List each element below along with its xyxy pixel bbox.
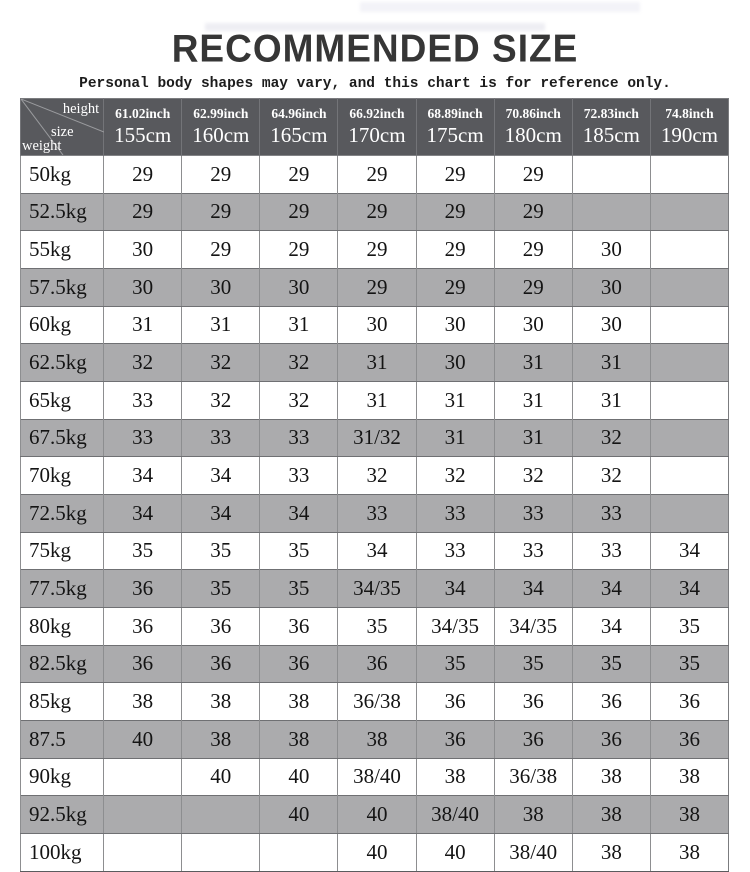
size-cell: 34 (104, 457, 182, 495)
size-cell: 36 (104, 570, 182, 608)
table-row (21, 570, 729, 608)
size-cell: 40 (260, 758, 338, 796)
size-cell: 32 (416, 457, 494, 495)
size-cell: 30 (572, 306, 650, 344)
table-row (21, 720, 729, 758)
size-cell: 30 (494, 306, 572, 344)
size-cell: 29 (104, 155, 182, 193)
table-row (21, 155, 729, 193)
size-cell: 38 (182, 683, 260, 721)
size-cell: 38 (104, 683, 182, 721)
size-cell: 35 (494, 645, 572, 683)
size-cell: 33 (104, 381, 182, 419)
table-row (21, 419, 729, 457)
size-cell (260, 833, 338, 871)
size-cell: 35 (650, 607, 728, 645)
table-row (21, 381, 729, 419)
size-cell: 34 (260, 494, 338, 532)
size-cell: 34/35 (416, 607, 494, 645)
height-cm-label: 165cm (270, 123, 328, 148)
weight-label: 77.5kg (21, 570, 104, 608)
height-inch-label: 74.8inch (665, 106, 714, 122)
header-row (21, 98, 729, 155)
size-cell: 31 (260, 306, 338, 344)
weight-label: 57.5kg (21, 268, 104, 306)
weight-label: 75kg (21, 532, 104, 570)
size-cell (572, 155, 650, 193)
size-cell: 34 (494, 570, 572, 608)
size-cell: 32 (182, 381, 260, 419)
size-cell: 40 (338, 833, 416, 871)
corner-weight-label: weight (22, 137, 62, 154)
size-cell: 30 (416, 344, 494, 382)
table-row (21, 306, 729, 344)
size-cell: 29 (416, 268, 494, 306)
height-column-header (650, 98, 728, 155)
table-row (21, 344, 729, 382)
size-cell: 38/40 (494, 833, 572, 871)
table-row (21, 833, 729, 871)
size-cell: 34/35 (494, 607, 572, 645)
size-cell: 35 (182, 570, 260, 608)
height-cm-label: 185cm (582, 123, 640, 148)
size-cell: 36 (416, 683, 494, 721)
table-row (21, 758, 729, 796)
size-cell: 35 (260, 570, 338, 608)
table-row (21, 193, 729, 231)
table-row (21, 645, 729, 683)
size-cell: 36 (182, 607, 260, 645)
size-cell (104, 796, 182, 834)
size-cell: 29 (416, 193, 494, 231)
weight-label: 52.5kg (21, 193, 104, 231)
size-cell: 31 (416, 419, 494, 457)
size-cell: 34 (572, 570, 650, 608)
size-cell: 32 (104, 344, 182, 382)
size-cell: 29 (182, 193, 260, 231)
size-cell: 38 (260, 720, 338, 758)
size-cell: 32 (182, 344, 260, 382)
size-cell: 30 (338, 306, 416, 344)
weight-label: 92.5kg (21, 796, 104, 834)
size-cell: 35 (104, 532, 182, 570)
size-cell: 29 (494, 231, 572, 269)
size-cell: 38/40 (338, 758, 416, 796)
size-cell: 38 (416, 758, 494, 796)
size-cell: 36 (416, 720, 494, 758)
size-cell: 31 (338, 344, 416, 382)
size-cell: 38 (572, 758, 650, 796)
size-cell (104, 758, 182, 796)
size-cell (650, 457, 728, 495)
size-cell (650, 306, 728, 344)
size-cell: 38 (650, 833, 728, 871)
height-column-header (338, 98, 416, 155)
height-inch-label: 66.92inch (349, 106, 405, 122)
weight-label: 87.5 (21, 720, 104, 758)
size-cell: 32 (494, 457, 572, 495)
size-cell: 34 (650, 532, 728, 570)
size-cell: 30 (182, 268, 260, 306)
weight-label: 72.5kg (21, 494, 104, 532)
height-column-header (104, 98, 182, 155)
size-cell: 33 (416, 532, 494, 570)
weight-label: 90kg (21, 758, 104, 796)
size-cell: 38 (182, 720, 260, 758)
weight-label: 70kg (21, 457, 104, 495)
height-inch-label: 70.86inch (505, 106, 561, 122)
weight-label: 100kg (21, 833, 104, 871)
size-cell: 34 (104, 494, 182, 532)
size-cell: 32 (338, 457, 416, 495)
size-cell: 36 (104, 607, 182, 645)
size-cell: 36 (494, 683, 572, 721)
table-row (21, 268, 729, 306)
height-cm-label: 170cm (348, 123, 406, 148)
size-cell: 31 (338, 381, 416, 419)
size-cell: 36 (260, 645, 338, 683)
size-cell: 29 (338, 268, 416, 306)
table-row (21, 796, 729, 834)
corner-height-label: height (62, 100, 100, 117)
size-cell: 29 (416, 231, 494, 269)
size-cell: 29 (494, 193, 572, 231)
size-cell: 36 (182, 645, 260, 683)
page-title: RECOMMENDED SIZE (171, 26, 579, 70)
size-cell: 29 (338, 155, 416, 193)
size-cell: 30 (416, 306, 494, 344)
size-cell: 33 (572, 532, 650, 570)
size-cell: 35 (650, 645, 728, 683)
size-cell: 33 (416, 494, 494, 532)
size-cell: 29 (260, 231, 338, 269)
height-column-header (416, 98, 494, 155)
size-cell: 34/35 (338, 570, 416, 608)
size-cell: 38/40 (416, 796, 494, 834)
size-cell: 31 (572, 381, 650, 419)
size-cell: 38 (260, 683, 338, 721)
size-cell (182, 833, 260, 871)
height-cm-label: 155cm (114, 123, 172, 148)
corner-size-label: size (51, 123, 74, 140)
table-row (21, 231, 729, 269)
size-cell: 36 (104, 645, 182, 683)
size-cell: 32 (572, 457, 650, 495)
size-cell: 29 (494, 155, 572, 193)
size-cell: 33 (260, 457, 338, 495)
height-inch-label: 64.96inch (271, 106, 327, 122)
weight-label: 85kg (21, 683, 104, 721)
size-cell: 40 (104, 720, 182, 758)
size-cell: 34 (182, 457, 260, 495)
size-cell: 36 (650, 720, 728, 758)
size-cell: 33 (494, 494, 572, 532)
size-cell: 36/38 (338, 683, 416, 721)
size-cell: 35 (338, 607, 416, 645)
size-cell (650, 344, 728, 382)
size-cell: 30 (104, 268, 182, 306)
size-cell: 31 (416, 381, 494, 419)
size-cell: 40 (182, 758, 260, 796)
weight-label: 65kg (21, 381, 104, 419)
size-cell (104, 833, 182, 871)
size-cell: 33 (572, 494, 650, 532)
size-cell: 29 (182, 155, 260, 193)
size-cell: 31 (104, 306, 182, 344)
table-row (21, 683, 729, 721)
weight-label: 55kg (21, 231, 104, 269)
height-column-header (260, 98, 338, 155)
size-cell: 34 (572, 607, 650, 645)
size-cell: 29 (416, 155, 494, 193)
height-inch-label: 62.99inch (193, 106, 249, 122)
size-cell: 32 (260, 344, 338, 382)
size-cell: 36/38 (494, 758, 572, 796)
size-cell (650, 193, 728, 231)
page-subtitle: Personal body shapes may vary, and this chart is for reference only. (79, 75, 671, 92)
height-cm-label: 175cm (426, 123, 484, 148)
size-cell: 29 (104, 193, 182, 231)
size-cell: 38 (494, 796, 572, 834)
size-cell: 33 (104, 419, 182, 457)
size-cell: 34 (416, 570, 494, 608)
size-cell: 35 (182, 532, 260, 570)
height-column-header (572, 98, 650, 155)
size-cell: 34 (650, 570, 728, 608)
size-cell: 36 (494, 720, 572, 758)
size-cell: 30 (572, 268, 650, 306)
size-cell (650, 155, 728, 193)
size-cell: 29 (338, 193, 416, 231)
size-cell: 35 (260, 532, 338, 570)
height-column-header (494, 98, 572, 155)
size-cell: 31 (494, 381, 572, 419)
size-cell (182, 796, 260, 834)
height-inch-label: 61.02inch (115, 106, 171, 122)
size-cell: 40 (338, 796, 416, 834)
size-cell: 30 (104, 231, 182, 269)
weight-label: 82.5kg (21, 645, 104, 683)
cropped-top-artifact (360, 2, 640, 12)
size-cell (650, 381, 728, 419)
size-cell: 38 (338, 720, 416, 758)
table-row (21, 494, 729, 532)
size-cell: 31 (572, 344, 650, 382)
size-cell: 35 (572, 645, 650, 683)
table-row (21, 457, 729, 495)
size-cell: 38 (572, 796, 650, 834)
size-cell: 35 (416, 645, 494, 683)
size-cell: 33 (260, 419, 338, 457)
size-cell: 29 (494, 268, 572, 306)
height-inch-label: 68.89inch (427, 106, 483, 122)
size-cell: 31 (494, 344, 572, 382)
size-chart-table (20, 98, 729, 872)
size-cell: 33 (494, 532, 572, 570)
size-cell: 36 (572, 720, 650, 758)
size-cell: 38 (572, 833, 650, 871)
height-cm-label: 160cm (192, 123, 250, 148)
size-cell: 31 (182, 306, 260, 344)
size-cell: 32 (572, 419, 650, 457)
size-cell (650, 268, 728, 306)
height-column-header (182, 98, 260, 155)
size-cell: 30 (260, 268, 338, 306)
size-cell: 36 (650, 683, 728, 721)
weight-label: 67.5kg (21, 419, 104, 457)
height-cm-label: 180cm (504, 123, 562, 148)
size-cell: 36 (572, 683, 650, 721)
size-cell: 29 (338, 231, 416, 269)
size-cell (650, 231, 728, 269)
size-cell: 38 (650, 758, 728, 796)
table-row (21, 532, 729, 570)
corner-cell (21, 98, 104, 155)
size-cell: 34 (338, 532, 416, 570)
size-cell: 38 (650, 796, 728, 834)
size-cell: 29 (182, 231, 260, 269)
size-cell: 29 (260, 155, 338, 193)
size-cell: 31 (494, 419, 572, 457)
size-cell: 33 (338, 494, 416, 532)
size-cell: 32 (260, 381, 338, 419)
size-cell (572, 193, 650, 231)
height-cm-label: 190cm (660, 123, 719, 148)
weight-label: 50kg (21, 155, 104, 193)
weight-label: 60kg (21, 306, 104, 344)
size-cell (650, 494, 728, 532)
size-cell: 34 (182, 494, 260, 532)
size-cell: 40 (260, 796, 338, 834)
table-row (21, 607, 729, 645)
size-cell: 29 (260, 193, 338, 231)
size-cell (650, 419, 728, 457)
height-inch-label: 72.83inch (583, 106, 639, 122)
size-cell: 36 (260, 607, 338, 645)
weight-label: 80kg (21, 607, 104, 645)
size-cell: 36 (338, 645, 416, 683)
size-cell: 33 (182, 419, 260, 457)
size-cell: 30 (572, 231, 650, 269)
size-cell: 31/32 (338, 419, 416, 457)
size-cell: 40 (416, 833, 494, 871)
weight-label: 62.5kg (21, 344, 104, 382)
